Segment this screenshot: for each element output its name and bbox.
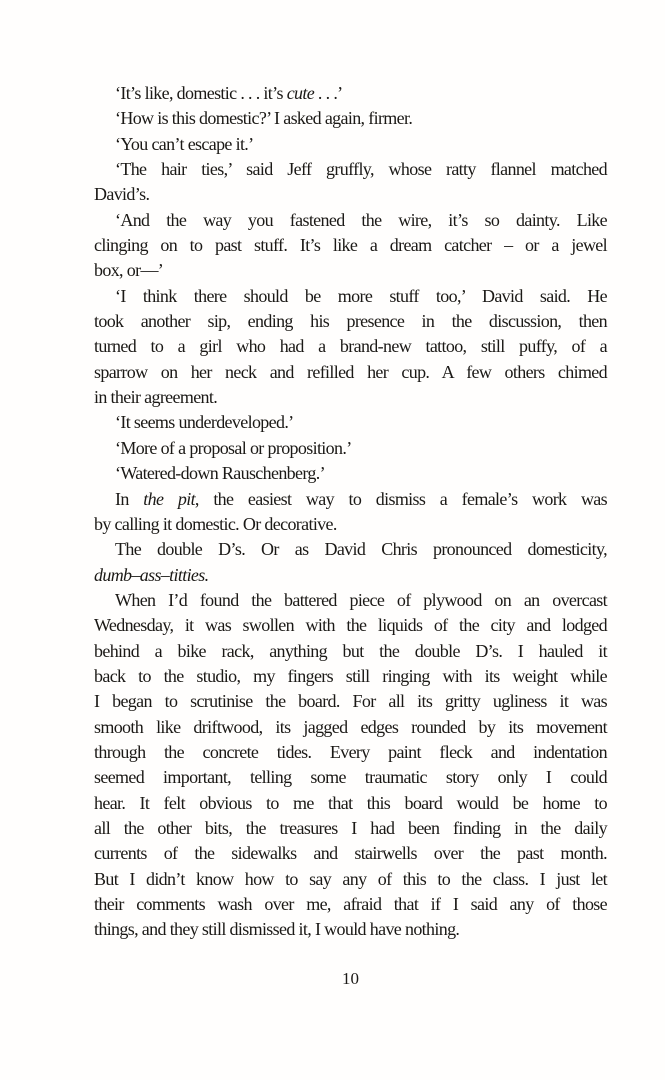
paragraph xyxy=(94,132,607,157)
text-line xyxy=(94,487,607,512)
text-line xyxy=(94,157,607,182)
text-segment: In xyxy=(115,488,144,509)
text-line xyxy=(94,461,607,486)
text-segment: seemed important, telling some traumatic story only I could xyxy=(94,767,607,788)
text-line xyxy=(94,867,607,892)
text-segment: But I didn’t know how to say any of this to the class. I just let xyxy=(94,868,607,889)
paragraph xyxy=(94,157,607,208)
text-line xyxy=(94,537,607,562)
text-line xyxy=(94,841,607,866)
text-segment: ‘More of a proposal or proposition.’ xyxy=(115,437,352,458)
text-segment: the pit xyxy=(143,488,195,509)
text-line xyxy=(94,436,607,461)
text-segment: The double D’s. Or as David Chris pronounced domesticity, xyxy=(115,539,607,560)
text-line xyxy=(94,892,607,917)
text-segment: ‘Watered-down Rauschenberg.’ xyxy=(115,463,325,484)
text-line xyxy=(94,309,607,334)
text-segment: ‘I think there should be more stuff too,’ David said. He xyxy=(115,285,607,306)
paragraph xyxy=(94,81,607,106)
text-segment: cute xyxy=(286,83,315,103)
paragraph xyxy=(94,588,607,943)
paragraph xyxy=(94,487,607,538)
text-line xyxy=(94,816,607,841)
text-line xyxy=(94,740,607,765)
page-text xyxy=(94,81,607,943)
text-line xyxy=(94,613,607,638)
text-line xyxy=(94,639,607,664)
text-segment: took another sip, ending his presence in the discussion, then xyxy=(94,311,607,332)
paragraph xyxy=(94,208,607,284)
text-segment: ‘It seems underdeveloped.’ xyxy=(115,412,294,433)
text-segment: in their agreement. xyxy=(94,387,218,408)
text-segment: hear. It felt obvious to me that this board would be home to xyxy=(94,792,607,813)
text-line xyxy=(94,284,607,309)
paragraph xyxy=(94,284,607,411)
text-line xyxy=(94,360,607,385)
text-segment: ‘And the way you fastened the wire, it’s so dainty. Like xyxy=(115,209,607,230)
text-line xyxy=(94,715,607,740)
text-segment: box, or—’ xyxy=(94,260,164,281)
text-segment: dumb–ass–titties. xyxy=(94,564,209,585)
text-segment: When I’d found the battered piece of plywood on an overcast xyxy=(115,589,607,610)
text-line xyxy=(94,664,607,689)
text-segment: sparrow on her neck and refilled her cup. A few others chimed xyxy=(94,361,607,382)
text-segment: currents of the sidewalks and stairwells over the past month. xyxy=(94,843,607,864)
paragraph xyxy=(94,461,607,486)
text-segment: by calling it domestic. Or decorative. xyxy=(94,513,337,534)
text-line xyxy=(94,182,607,207)
text-segment: through the concrete tides. Every paint fleck and indentation xyxy=(94,741,607,762)
text-segment: , the easiest way to dismiss a female’s work was xyxy=(194,488,607,509)
text-segment: ‘The hair ties,’ said Jeff gruffly, whose ratty flannel matched xyxy=(115,159,607,180)
text-line xyxy=(94,334,607,359)
paragraph xyxy=(94,106,607,131)
text-segment: their comments wash over me, afraid that if I said any of those xyxy=(94,894,607,914)
text-line xyxy=(94,588,607,613)
text-line xyxy=(94,791,607,816)
paragraph xyxy=(94,537,607,588)
page-number: 10 xyxy=(342,969,359,988)
paragraph xyxy=(94,410,607,435)
text-segment: ‘You can’t escape it.’ xyxy=(115,133,254,154)
text-segment: Wednesday, it was swollen with the liquids of the city and lodged xyxy=(94,615,607,636)
text-segment: clinging on to past stuff. It’s like a dream catcher – or a jewel xyxy=(94,235,607,256)
text-line xyxy=(94,917,607,942)
text-segment: back to the studio, my fingers still ringing with its weight while xyxy=(94,665,607,686)
text-line xyxy=(94,208,607,233)
text-line xyxy=(94,385,607,410)
text-segment: ‘How is this domestic?’ I asked again, firmer. xyxy=(115,108,413,129)
text-line xyxy=(94,410,607,435)
text-line xyxy=(94,512,607,537)
text-line xyxy=(94,258,607,283)
text-segment: behind a bike rack, anything but the double D’s. I hauled it xyxy=(94,640,607,661)
text-segment: things, and they still dismissed it, I would have nothing. xyxy=(94,919,460,940)
text-line xyxy=(94,563,607,588)
text-segment: David’s. xyxy=(94,184,150,205)
text-segment: turned to a girl who had a brand-new tattoo, still puffy, of a xyxy=(94,336,607,357)
text-line xyxy=(94,81,607,106)
text-line xyxy=(94,233,607,258)
paragraph xyxy=(94,436,607,461)
text-line xyxy=(94,132,607,157)
text-segment: all the other bits, the treasures I had been finding in the daily xyxy=(94,817,607,838)
text-segment: ‘It’s like, domestic . . . it’s xyxy=(115,83,287,103)
text-line xyxy=(94,689,607,714)
text-segment: I began to scrutinise the board. For all its gritty ugliness it was xyxy=(94,691,607,712)
text-segment: . . .’ xyxy=(314,83,343,103)
text-line xyxy=(94,765,607,790)
text-segment: smooth like driftwood, its jagged edges rounded by its movement xyxy=(94,716,607,737)
text-line xyxy=(94,106,607,131)
